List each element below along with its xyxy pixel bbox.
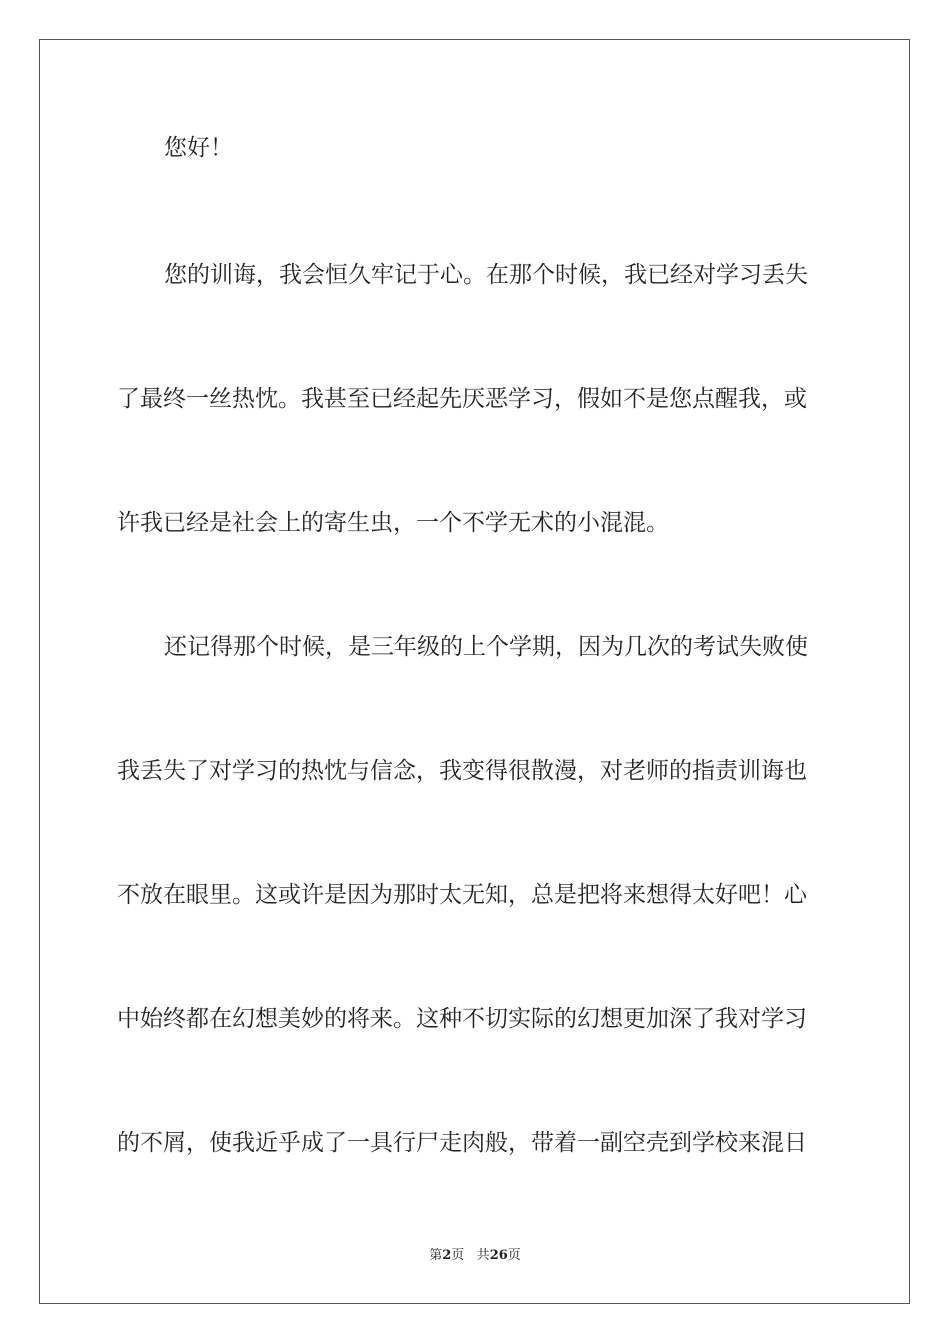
page-number: 2 (442, 1248, 452, 1263)
text-line: 了最终一丝热忱。我甚至已经起先厌恶学习，假如不是您点醒我，或 (117, 386, 807, 412)
text-line: 许我已经是社会上的寄生虫，一个不学无术的小混混。 (117, 510, 669, 536)
text-line: 的不屑，使我近乎成了一具行尸走肉般，带着一副空壳到学校来混日 (117, 1130, 807, 1156)
total-pages: 26 (489, 1248, 508, 1263)
text-line: 还记得那个时候，是三年级的上个学期，因为几次的考试失败使 (164, 634, 808, 660)
page-suffix: 页 (451, 1248, 465, 1263)
greeting-line: 您好！ (164, 135, 233, 161)
page-prefix: 第 (429, 1248, 443, 1263)
page-footer (0, 1248, 950, 1264)
text-line: 不放在眼里。这或许是因为那时太无知，总是把将来想得太好吧！心 (117, 882, 807, 908)
text-line: 中始终都在幻想美妙的将来。这种不切实际的幻想更加深了我对学习 (117, 1006, 807, 1032)
total-prefix: 共 (476, 1248, 490, 1263)
text-line: 您的训诲，我会恒久牢记于心。在那个时候，我已经对学习丢失 (164, 262, 808, 288)
text-line: 我丢失了对学习的热忱与信念，我变得很散漫，对老师的指责训诲也 (117, 758, 807, 784)
total-suffix: 页 (507, 1248, 521, 1263)
page-frame (39, 39, 910, 1304)
